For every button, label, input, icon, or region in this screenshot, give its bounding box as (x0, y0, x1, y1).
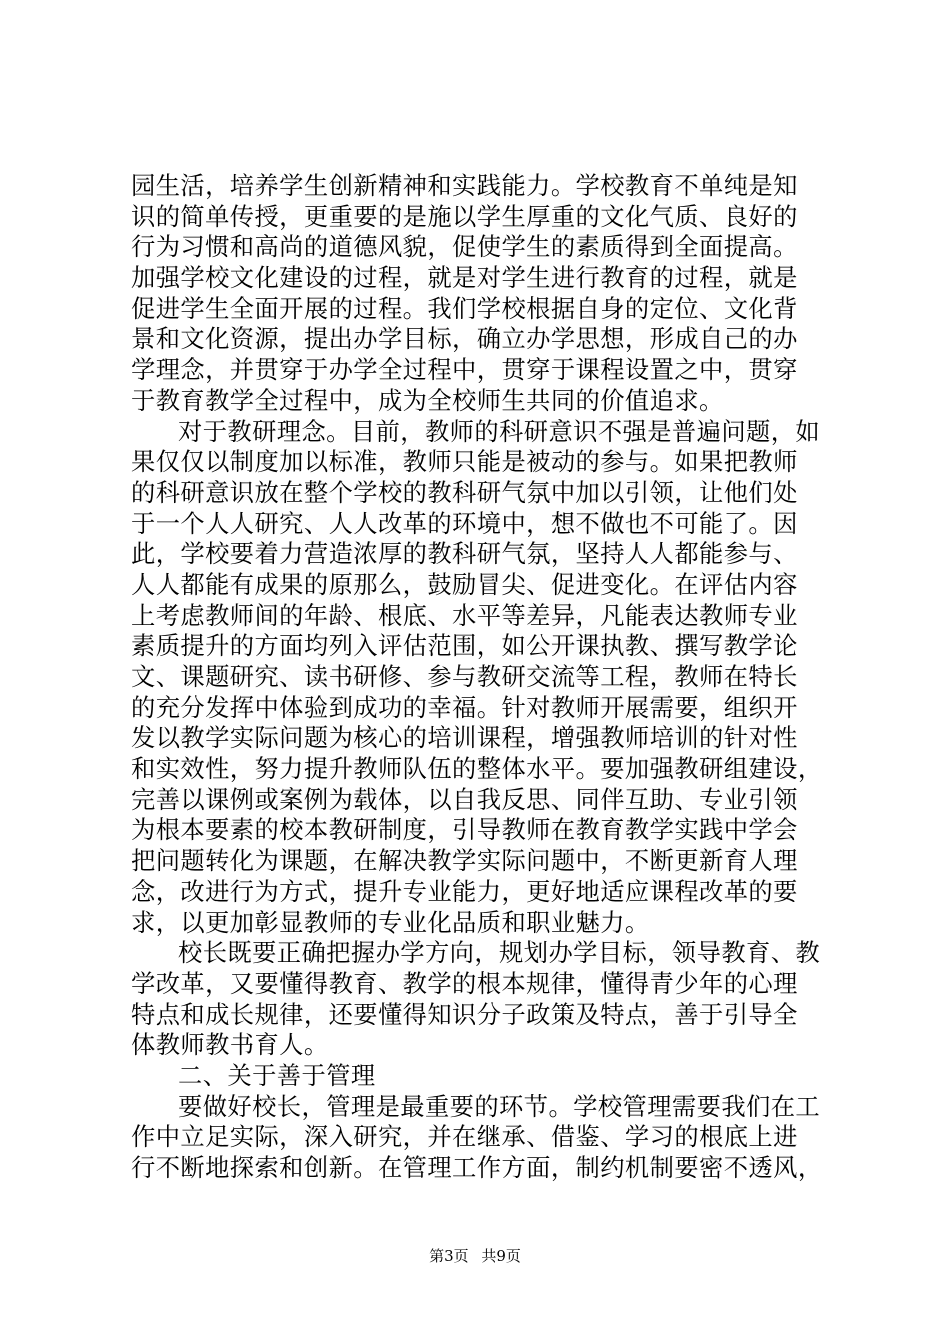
text-line: 和实效性，努力提升教师队伍的整体水平。要加强教研组建设， (131, 754, 823, 784)
text-line: 上考虑教师间的年龄、根底、水平等差异，凡能表达教师专业 (131, 600, 798, 630)
text-line: 校长既要正确把握办学方向，规划办学目标，领导教育、教 (178, 938, 821, 968)
text-line: 发以教学实际问题为核心的培训课程，增强教师培训的针对性 (131, 723, 798, 753)
text-line: 加强学校文化建设的过程，就是对学生进行教育的过程，就是 (131, 263, 798, 293)
text-line: 文、课题研究、读书研修、参与教研交流等工程，教师在特长 (131, 662, 798, 691)
text-line: 念，改进行为方式，提升专业能力，更好地适应课程改革的要 (131, 876, 798, 906)
text-line: 于一个人人研究、人人改革的环境中，想不做也不可能了。因 (131, 508, 798, 538)
text-line: 行不断地探索和创新。在管理工作方面，制约机制要密不透风， (131, 1153, 823, 1182)
text-line: 于教育教学全过程中，成为全校师生共同的价值追求。 (131, 385, 724, 415)
text-line: 体教师教书育人。 (131, 1030, 329, 1060)
paragraph (131, 938, 831, 1061)
document-body (131, 171, 831, 1184)
text-line: 二、关于善于管理 (178, 1060, 376, 1090)
text-line: 学改革，又要懂得教育、教学的根本规律，懂得青少年的心理 (131, 968, 798, 998)
text-line: 为根本要素的校本教研制度，引导教师在教育教学实践中学会 (131, 815, 798, 845)
paragraph (131, 1061, 831, 1092)
text-line: 学理念，并贯穿于办学全过程中，贯穿于课程设置之中，贯穿 (131, 355, 798, 385)
paragraph (131, 1092, 831, 1184)
text-line: 要做好校长，管理是最重要的环节。学校管理需要我们在工 (178, 1091, 821, 1121)
text-line: 此，学校要着力营造浓厚的教科研气氛，坚持人人都能参与、 (131, 539, 798, 569)
text-line: 园生活，培养学生创新精神和实践能力。学校教育不单纯是知 (131, 171, 798, 200)
text-line: 人人都能有成果的原那么，鼓励冒尖、促进变化。在评估内容 (131, 569, 798, 599)
text-line: 促进学生全面开展的过程。我们学校根据自身的定位、文化背 (131, 293, 798, 323)
text-line: 的充分发挥中体验到成功的幸福。针对教师开展需要，组织开 (131, 692, 798, 722)
text-line: 果仅仅以制度加以标准，教师只能是被动的参与。如果把教师 (131, 447, 798, 477)
text-line: 行为习惯和高尚的道德风貌，促使学生的素质得到全面提高。 (131, 232, 798, 262)
page-total: 共9页 (481, 1247, 521, 1265)
paragraph (131, 417, 831, 939)
text-line: 对于教研理念。目前，教师的科研意识不强是普遍问题，如 (178, 416, 821, 446)
paragraph (131, 171, 831, 417)
text-line: 景和文化资源，提出办学目标，确立办学思想，形成自己的办 (131, 324, 798, 354)
page-number: 第3页 (429, 1247, 469, 1265)
text-line: 完善以课例或案例为载体，以自我反思、同伴互助、专业引领 (131, 784, 798, 814)
text-line: 素质提升的方面均列入评估范围，如公开课执教、撰写教学论 (131, 631, 798, 661)
page-footer (0, 1246, 950, 1266)
text-line: 求，以更加彰显教师的专业化品质和职业魅力。 (131, 907, 650, 937)
text-line: 的科研意识放在整个学校的教科研气氛中加以引领，让他们处 (131, 477, 798, 507)
text-line: 作中立足实际，深入研究，并在继承、借鉴、学习的根底上进 (131, 1122, 798, 1152)
text-line: 把问题转化为课题，在解决教学实际问题中，不断更新育人理 (131, 846, 798, 876)
text-line: 特点和成长规律，还要懂得知识分子政策及特点，善于引导全 (131, 999, 798, 1029)
text-line: 识的简单传授，更重要的是施以学生厚重的文化气质、良好的 (131, 201, 798, 231)
